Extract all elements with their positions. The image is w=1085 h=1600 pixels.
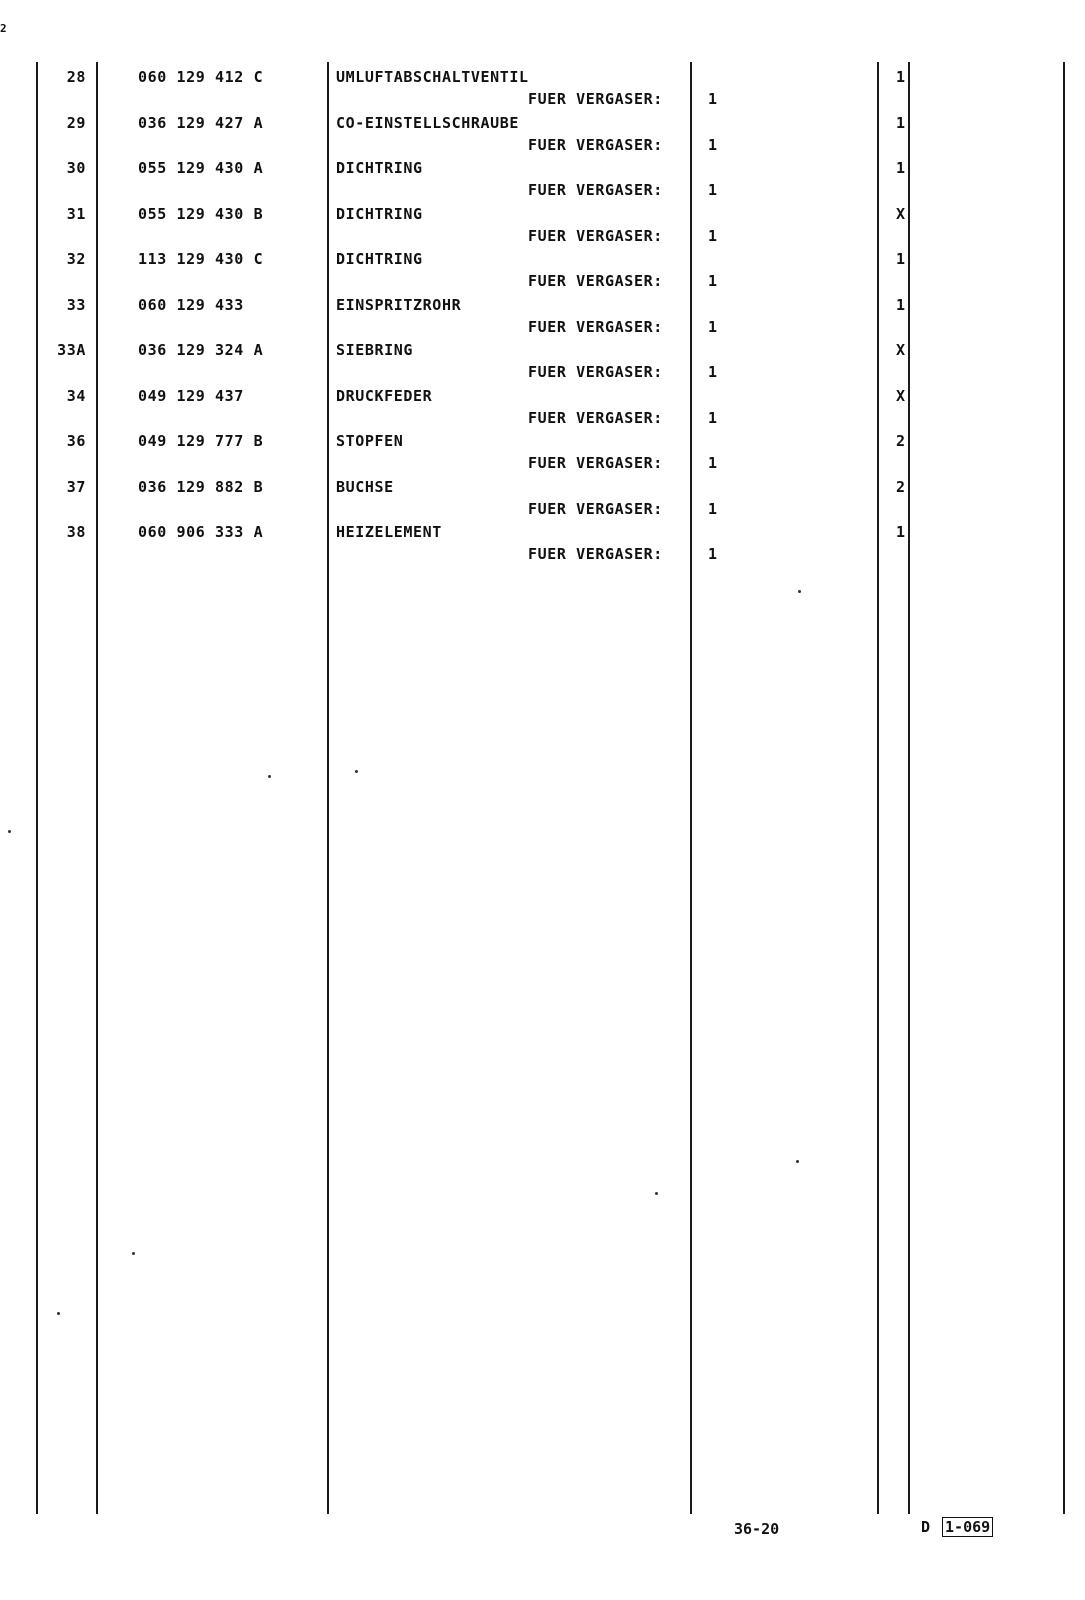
row-usage-qty: 1 — [708, 408, 718, 427]
row-usage-label: FUER VERGASER: — [528, 272, 663, 290]
row-part-number: 049 129 437 — [138, 386, 244, 405]
row-usage-label: FUER VERGASER: — [528, 181, 663, 199]
print-speck — [355, 770, 358, 773]
row-position: 32 — [66, 250, 86, 268]
row-quantity: 1 — [896, 295, 906, 314]
row-description: UMLUFTABSCHALTVENTIL — [336, 68, 529, 86]
row-usage-label: FUER VERGASER: — [528, 90, 663, 108]
row-part-number: 036 129 324 A — [138, 341, 264, 359]
row-part-number: 055 129 430 A — [138, 159, 264, 177]
row-position: 29 — [66, 113, 86, 132]
row-usage-qty: 1 — [708, 363, 718, 381]
row-usage-label: FUER VERGASER: — [528, 317, 663, 336]
row-part-number: 113 129 430 C — [138, 250, 264, 268]
print-speck — [57, 1312, 60, 1315]
row-position: 37 — [66, 477, 86, 496]
row-usage-qty: 1 — [708, 272, 718, 290]
row-usage-qty: 1 — [708, 317, 718, 336]
row-usage-label: FUER VERGASER: — [528, 363, 663, 381]
column-divider — [1063, 62, 1065, 1514]
row-usage-label: FUER VERGASER: — [528, 454, 663, 472]
row-description: EINSPRITZROHR — [336, 295, 462, 314]
row-part-number: 060 129 412 C — [138, 68, 264, 86]
row-description: HEIZELEMENT — [336, 523, 442, 541]
corner-mark: 2 — [0, 22, 7, 35]
row-quantity: 1 — [896, 68, 906, 86]
row-description: CO-EINSTELLSCHRAUBE — [336, 113, 519, 132]
row-part-number: 060 906 333 A — [138, 523, 264, 541]
row-part-number: 060 129 433 — [138, 295, 244, 314]
sheet-label — [921, 1518, 993, 1536]
row-position: 34 — [66, 386, 86, 405]
print-speck — [8, 830, 11, 833]
row-description: BUCHSE — [336, 477, 394, 496]
row-description: DICHTRING — [336, 204, 423, 223]
row-description: DICHTRING — [336, 250, 423, 268]
sheet-number: 1-069 — [942, 1517, 993, 1537]
row-part-number: 036 129 882 B — [138, 477, 264, 496]
row-quantity: 1 — [896, 250, 906, 268]
row-quantity: 1 — [896, 159, 906, 177]
row-usage-label: FUER VERGASER: — [528, 408, 663, 427]
column-divider — [877, 62, 879, 1514]
row-quantity: 1 — [896, 523, 906, 541]
row-description: DICHTRING — [336, 159, 423, 177]
row-quantity: X — [896, 386, 906, 405]
column-divider — [908, 62, 910, 1514]
column-divider — [36, 62, 38, 1514]
print-speck — [796, 1160, 799, 1163]
row-description: DRUCKFEDER — [336, 386, 433, 405]
column-divider — [690, 62, 692, 1514]
row-usage-qty: 1 — [708, 454, 718, 472]
row-position: 33A — [57, 341, 86, 359]
row-position: 28 — [66, 68, 86, 86]
row-position: 31 — [66, 204, 86, 223]
row-usage-label: FUER VERGASER: — [528, 545, 663, 563]
row-usage-qty: 1 — [708, 499, 718, 518]
row-usage-qty: 1 — [708, 90, 718, 108]
sheet-prefix: D — [921, 1518, 931, 1536]
row-position: 36 — [66, 432, 86, 450]
row-part-number: 036 129 427 A — [138, 113, 264, 132]
row-quantity: 2 — [896, 477, 906, 496]
row-usage-qty: 1 — [708, 181, 718, 199]
row-usage-label: FUER VERGASER: — [528, 135, 663, 154]
row-usage-qty: 1 — [708, 135, 718, 154]
row-position: 33 — [66, 295, 86, 314]
print-speck — [132, 1252, 135, 1255]
print-speck — [655, 1192, 658, 1195]
row-quantity: X — [896, 341, 906, 359]
row-usage-label: FUER VERGASER: — [528, 499, 663, 518]
column-divider — [96, 62, 98, 1514]
print-speck — [268, 775, 271, 778]
row-description: STOPFEN — [336, 432, 404, 450]
print-speck — [798, 590, 801, 593]
row-position: 38 — [66, 523, 86, 541]
row-usage-qty: 1 — [708, 545, 718, 563]
row-quantity: 1 — [896, 113, 906, 132]
row-usage-label: FUER VERGASER: — [528, 226, 663, 245]
row-part-number: 055 129 430 B — [138, 204, 264, 223]
row-quantity: 2 — [896, 432, 906, 450]
row-position: 30 — [66, 159, 86, 177]
row-description: SIEBRING — [336, 341, 414, 359]
page-code: 36-20 — [734, 1520, 780, 1538]
column-divider — [327, 62, 329, 1514]
row-quantity: X — [896, 204, 906, 223]
row-part-number: 049 129 777 B — [138, 432, 264, 450]
row-usage-qty: 1 — [708, 226, 718, 245]
